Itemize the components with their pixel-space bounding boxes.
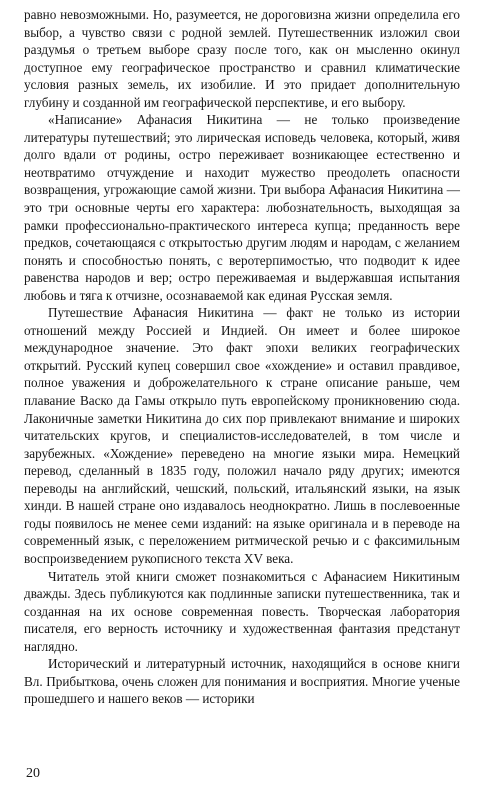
- paragraph-3: Путешествие Афанасия Никитина — факт не только из истории отношений между Россией и Индией. Он имеет и более широкое международное значение. Это факт эпохи великих географических открытий. Русский купец совершил свое «хождение» и оставил правдивое, полное уважения и доброжелательного к стране описание раньше, чем плавание Васко да Гамы открыло путь европейскому проникновению сюда. Лаконичные заметки Никитина до сих пор привлекают внимание и широких читательских кругов, и специалистов-исследователей, в том числе и зарубежных. «Хождение» переведено на многие языки мира. Немецкий перевод, сделанный в 1835 году, положил начало ряду других; имеются переводы на английский, чешский, польский, итальянский языки, на язык хинди. В нашей стране оно издавалось неоднократно. Лишь в послевоенные годы появилось не менее семи изданий: на языке оригинала и в переводе на современный язык, с переложением ритмической речью и с факсимильным воспроизведением рукописного текста XV века.: [24, 305, 460, 566]
- page-number: 20: [26, 766, 40, 781]
- paragraph-5: Исторический и литературный источник, находящийся в основе книги Вл. Прибыткова, очень сложен для понимания и восприятия. Многие ученые прошедшего и нашего веков — историки: [24, 656, 460, 707]
- paragraph-4: Читатель этой книги сможет познакомиться с Афанасием Никитиным дважды. Здесь публикуются как подлинные записки путешественника, так и созданная на их основе современная повесть. Творческая лаборатория писателя, его верность источнику и художественная фантазия предстанут наглядно.: [24, 568, 460, 654]
- paragraph-2: «Написание» Афанасия Никитина — не только произведение литературы путешествий; это лирическая исповедь человека, который, живя долго вдали от родины, остро переживает возникающее естественно и неотвратимо отчуждение и находит мужество преодолеть опасности возвращения, угрожающие самой жизни. Три выбора Афанасия Никитина — это три основные черты его характера: любознательность, выходящая за рамки профессионально-практического интереса купца; преданность вере предков, сочетающаяся с открытостью другим людям и народам, с желанием понять и способностью понять, с веротерпимостью, что подводит к идее равенства народов и вер; остро переживаемая и выдержавшая испытания любовь и тяга к отчизне, осознаваемой как единая Русская земля.: [24, 112, 460, 303]
- paragraph-1: равно невозможными. Но, разумеется, не дороговизна жизни определила его выбор, а чувство связи с родной землей. Путешественник изложил свои раздумья о третьем выборе сразу после того, как он мысленно окинул доступное ему географическое пространство и сравнил климатические условия разных земель, их изобилие. И это придает дополнительную глубину и созданной им географической перспективе, и его выбору.: [24, 7, 460, 110]
- book-page-text: [24, 6, 460, 708]
